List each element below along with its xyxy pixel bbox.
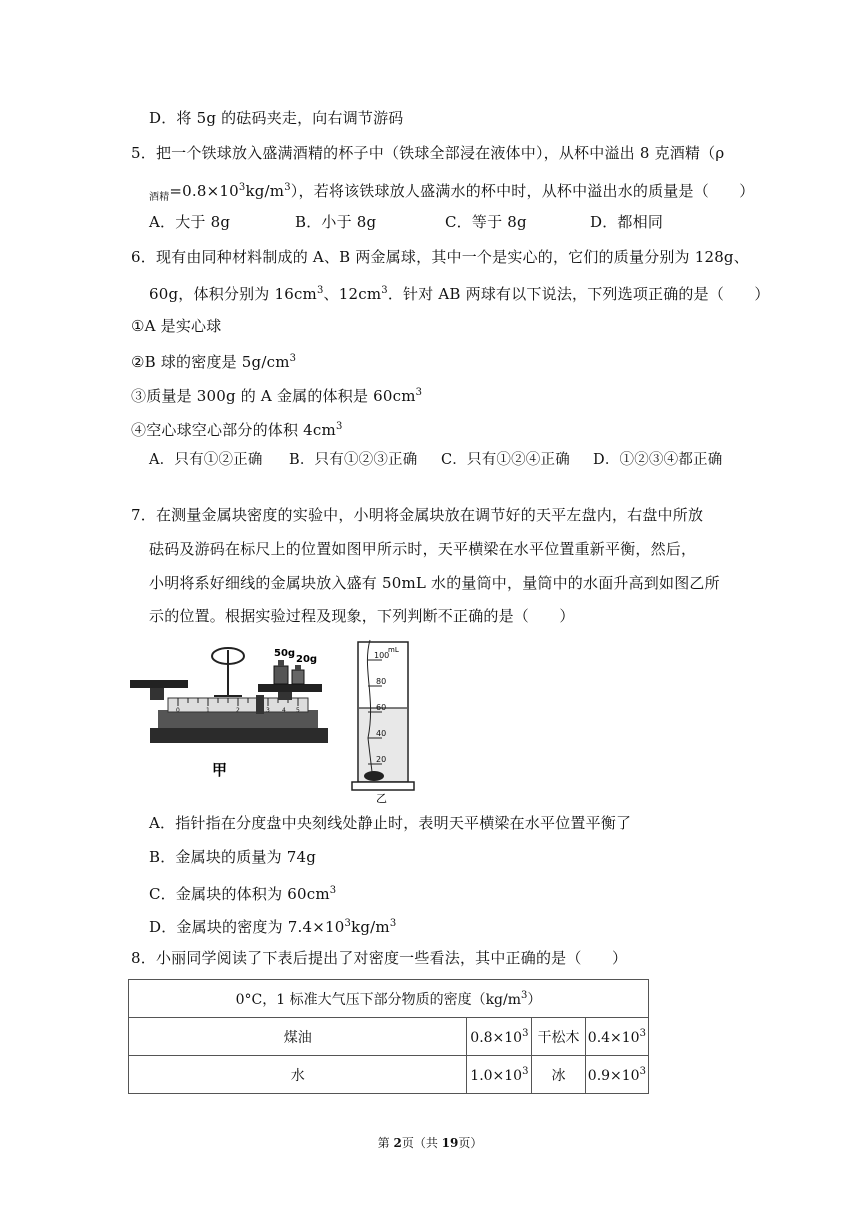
weight-20g	[292, 670, 304, 684]
scale-tick-1: 1	[206, 707, 210, 714]
weight-50g-label: 50g	[274, 648, 296, 659]
q4-option-d: D．将 5g 的砝码夹走，向右调节游码	[149, 109, 404, 127]
table-cell-density: $0.4\times 10^3$	[585, 1018, 648, 1056]
table-header-row	[129, 980, 649, 1018]
table-cell-density: $0.8\times 10^3$	[467, 1018, 532, 1056]
table-cell-substance: 冰	[532, 1056, 585, 1094]
q5-options	[149, 212, 663, 232]
q6-statement-2: ②B 球的密度是 $5g/cm^3$	[131, 353, 297, 371]
scale-tick-4: 4	[282, 707, 286, 714]
left-pan	[130, 680, 188, 688]
rider	[256, 695, 264, 714]
q5-stem-line1: 5．把一个铁球放入盛满酒精的杯子中（铁球全部浸在液体中），从杯中溢出 8 克酒精（ρ	[131, 144, 725, 162]
table-cell-substance: 煤油	[129, 1018, 467, 1056]
q7-option-c: C．金属块的体积为 $60cm^3$	[149, 885, 337, 903]
left-pan-support	[150, 688, 164, 700]
balance-base	[150, 728, 328, 743]
scale-tick-0: 0	[176, 707, 180, 714]
table-cell-density: $0.9\times 10^3$	[585, 1056, 648, 1094]
page-footer: 第 2页（共 19页）	[377, 1136, 483, 1150]
q6-statement-1: ①A 是实心球	[131, 317, 222, 335]
q5-option-a: A．大于 8g	[149, 213, 231, 231]
cylinder-mark-100: 100	[374, 651, 390, 660]
graduated-cylinder-figure	[348, 638, 418, 804]
scale-tick-3: 3	[266, 707, 270, 714]
figure-jia-caption: 甲	[212, 761, 228, 779]
cylinder-mark-20: 20	[376, 755, 387, 764]
table-cell-substance: 干松木	[532, 1018, 585, 1056]
q7-stem-line2: 砝码及游码在标尺上的位置如图甲所示时，天平横梁在水平位置重新平衡，然后，	[149, 540, 697, 558]
water-column	[359, 708, 407, 781]
table-cell-substance: 水	[129, 1056, 467, 1094]
weight-50g	[274, 666, 288, 684]
q7-stem-line1: 7．在测量金属块密度的实验中，小明将金属块放在调节好的天平左盘内，右盘中所放	[131, 506, 704, 524]
cylinder-mark-80: 80	[376, 677, 387, 686]
q6-statement-3: ③质量是 300g 的 A 金属的体积是 $60cm^3$	[131, 387, 423, 405]
right-pan	[258, 684, 322, 692]
q6-option-c: C．只有①②④正确	[441, 452, 570, 468]
current-page-number: 2	[393, 1136, 402, 1150]
q6-stem-line2: 60g，体积分别为 $16cm^3$、$12cm^3$．针对 AB 两球有以下说法，下列选项正确的是（ ）	[149, 285, 770, 303]
cylinder-unit: mL	[388, 646, 399, 654]
cylinder-mark-40: 40	[376, 729, 387, 738]
table-row	[129, 1018, 649, 1056]
q5-option-c: C．等于 8g	[445, 213, 527, 231]
q6-option-d: D．①②③④都正确	[593, 452, 723, 468]
q5-rho-subscript: 酒精	[149, 192, 170, 203]
table-header-cell: 0°C，1 标准大气压下部分物质的密度$(kg/m^3)$	[129, 980, 649, 1018]
table-row	[129, 1056, 649, 1094]
q5-stem-line2: $_{酒精}=0.8\times 10^3kg/m^3$），若将该铁球放人盛满水的杯中时，从杯中溢出水的质量是（ ）	[149, 182, 755, 203]
q6-option-b: B．只有①②③正确	[289, 452, 418, 468]
cylinder-mark-60: 60	[376, 703, 387, 712]
q7-stem-line4: 示的位置。根据实验过程及现象，下列判断不正确的是（ ）	[149, 607, 575, 625]
q5-option-d: D．都相同	[590, 213, 664, 231]
q6-option-a: A．只有①②正确	[149, 452, 263, 468]
cylinder-base	[352, 782, 414, 790]
q8-stem: 8．小丽同学阅读了下表后提出了对密度一些看法，其中正确的是（ ）	[131, 949, 628, 967]
figure-yi-caption: 乙	[376, 792, 387, 804]
q7-option-b: B．金属块的质量为 74g	[149, 848, 317, 866]
metal-block	[364, 771, 384, 781]
q6-stem-line1: 6．现有由同种材料制成的 A、B 两金属球，其中一个是实心的，它们的质量分别为 128g、	[131, 248, 749, 266]
q7-option-d: D．金属块的密度为 $7.4\times 10^3kg/m^3$	[149, 918, 397, 936]
q6-options	[149, 450, 722, 470]
weight-20g-label: 20g	[296, 654, 318, 665]
q7-option-a: A．指针指在分度盘中央刻线处静止时，表明天平横梁在水平位置平衡了	[149, 814, 632, 832]
scale-tick-5: 5	[296, 707, 300, 714]
q7-stem-line3: 小明将系好细线的金属块放入盛有 50mL 水的量筒中，量筒中的水面升高到如图乙所	[149, 574, 720, 592]
right-pan-support	[278, 692, 292, 700]
table-cell-density: $1.0\times 10^3$	[467, 1056, 532, 1094]
density-table	[128, 979, 649, 1094]
q5-option-b: B．小于 8g	[295, 213, 377, 231]
balance-figure	[128, 640, 328, 780]
q6-statement-4: ④空心球空心部分的体积 $4cm^3$	[131, 421, 343, 439]
scale-tick-2: 2	[236, 707, 240, 714]
total-page-number: 19	[441, 1136, 459, 1150]
